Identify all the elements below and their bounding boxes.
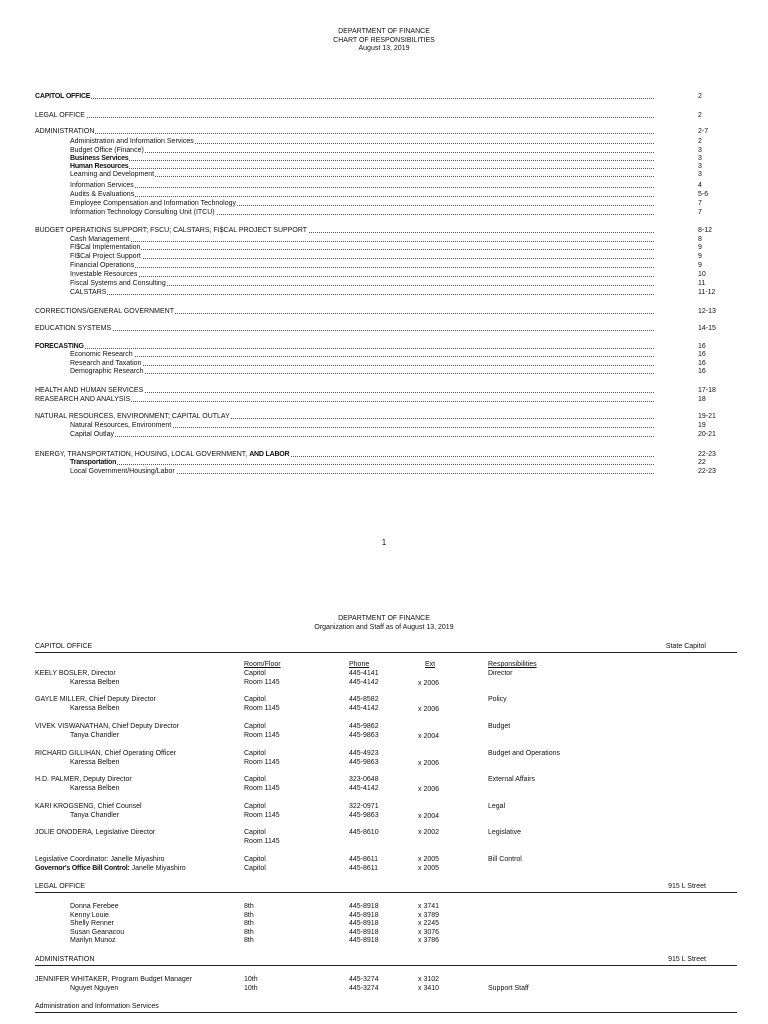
staff-header-line-1: DEPARTMENT OF FINANCE [338, 615, 430, 622]
coordinator-phone: 445-8611 [349, 865, 379, 872]
toc-header-line-3: August 13, 2019 [358, 45, 410, 52]
coordinator-room: Capitol [244, 865, 266, 872]
toc-entry-text: Transportation [70, 459, 117, 466]
toc-header-line-2: CHART OF RESPONSIBILITIES [333, 36, 435, 44]
leader-dots [70, 373, 654, 374]
staff-ext: x 2002 [418, 829, 440, 836]
toc-entry [70, 270, 710, 279]
toc-entry-page: 16 [698, 360, 706, 367]
staff-phone-assistant: 445-4142 [349, 678, 379, 686]
staff-room: Capitol [244, 696, 266, 703]
toc-entry-text: Financial Operations [70, 262, 135, 269]
coordinator-label: Legislative Coordinator: Janelle Miyashiro [35, 856, 165, 863]
staff-phone-assistant: 445-9863 [349, 811, 379, 819]
toc-entry-text: Employee Compensation and Information Technology [70, 200, 237, 207]
toc-header [0, 28, 768, 54]
toc-entry-label [35, 111, 86, 120]
toc-entry [35, 307, 716, 316]
staff-name: Donna Ferebee [70, 903, 119, 910]
staff-name: Nguyet Nguyen [70, 985, 119, 992]
staff-header [0, 615, 768, 632]
toc-entry-page: 2 [698, 93, 702, 100]
staff-room-number: Room 1145 [244, 811, 280, 819]
staff-room-number: Room 1145 [244, 758, 280, 766]
toc-entry [35, 324, 716, 333]
toc-entry-text-bold: AND LABOR [249, 451, 290, 458]
toc-entry-text: ADMINISTRATION [35, 128, 95, 135]
toc-entry-page: 7 [698, 200, 702, 207]
coordinator-label [35, 865, 186, 874]
leader-dots [70, 160, 654, 161]
toc-entry-label [35, 324, 112, 333]
toc-entry-label [35, 412, 231, 421]
toc-entry-text: REASEARCH AND ANALYSIS [35, 396, 131, 403]
page-number: 1 [381, 538, 387, 547]
toc-entry [35, 386, 716, 395]
toc-entry-page: 19 [698, 422, 706, 429]
toc-entry [70, 421, 710, 430]
toc-entry-page: 3 [698, 171, 702, 178]
section-title: LEGAL OFFICE [35, 883, 85, 890]
toc-entry-text: LEGAL OFFICE [35, 112, 85, 119]
toc-entry-page: 16 [698, 368, 706, 375]
staff-responsibility: Legislative [488, 829, 522, 836]
staff-header-line-2: Organization and Staff as of August 13, 2019 [314, 623, 454, 631]
toc-entry-page: 11-12 [698, 289, 716, 296]
staff-room-number: Room 1145 [244, 678, 280, 686]
staff-floor: 8th [244, 911, 254, 919]
col-header-room: Room/Floor [244, 661, 281, 668]
toc-entry-label [70, 350, 134, 359]
toc-header-line-1: DEPARTMENT OF FINANCE [338, 28, 430, 35]
section-location: 915 L Street [668, 956, 706, 963]
leader-dots [70, 196, 654, 197]
staff-phone: 322-0971 [349, 803, 379, 810]
toc-entry-page: 11 [698, 280, 706, 287]
staff-ext: x 2006 [418, 679, 440, 687]
coordinator-room: Capitol [244, 856, 266, 863]
coordinator-resp: Bill Control [488, 856, 522, 863]
toc-entry-text: Human Resources [70, 163, 129, 170]
toc-entry-text: FI$Cal Project Support [70, 253, 141, 260]
toc-entry [70, 181, 710, 190]
toc-entry-text: HEALTH AND HUMAN SERVICES [35, 387, 144, 394]
toc-entry-text: Local Government/Housing/Labor [70, 468, 175, 475]
toc-entry-text: Investable Resources [70, 271, 138, 278]
coordinator-ext: x 2005 [418, 856, 440, 863]
toc-entry [70, 137, 710, 146]
staff-responsibility: External Affairs [488, 776, 535, 783]
toc-entry-page: 2 [698, 138, 702, 145]
toc-entry-text: CORRECTIONS/GENERAL GOVERNMENT [35, 308, 174, 315]
toc-entry [70, 350, 710, 359]
toc-entry-label [35, 92, 91, 101]
staff-name: JOLIE ONODERA, Legislative Director [35, 829, 156, 836]
toc-entry-label [70, 190, 135, 199]
toc-entry [35, 127, 710, 136]
staff-assistant: Karessa Belben [70, 784, 120, 792]
toc-entry-page: 22-23 [698, 451, 716, 458]
staff-responsibility: Legal [488, 803, 506, 810]
staff-floor: 8th [244, 920, 254, 928]
toc-entry-page: 17-18 [698, 387, 716, 394]
staff-room-number: Room 1145 [244, 837, 280, 845]
toc-entry-label [70, 467, 176, 476]
col-header-ext: Ext [425, 661, 436, 668]
staff-assistant: Karessa Belben [70, 704, 120, 712]
toc-entry-label [70, 288, 107, 297]
leader-dots [35, 330, 654, 331]
toc-entry-label [35, 307, 175, 316]
toc-entry-label [70, 137, 195, 146]
staff-phone: 445-9862 [349, 723, 379, 730]
staff-room-number: Room 1145 [244, 784, 280, 792]
toc-entry-page: 3 [698, 147, 702, 154]
staff-phone: 445-8610 [349, 829, 379, 836]
staff-room: Capitol [244, 670, 266, 677]
staff-assistant: Tanya Chandler [70, 811, 120, 819]
toc-entry-text: Fiscal Systems and Consulting [70, 280, 166, 287]
staff-ext: x 2006 [418, 705, 440, 713]
toc-entry [70, 467, 716, 476]
toc-entry-text: EDUCATION SYSTEMS [35, 325, 112, 332]
section-location: State Capitol [665, 643, 706, 650]
staff-name: GAYLE MILLER, Chief Deputy Director [35, 696, 156, 703]
toc-entry-text: NATURAL RESOURCES, ENVIRONMENT; CAPITAL OUTLAY [35, 413, 230, 420]
staff-phone: 445-8918 [349, 903, 379, 910]
staff-phone: 323-0648 [349, 776, 379, 783]
toc-entry-page: 8-12 [698, 227, 713, 234]
toc-entry-page: 10 [698, 271, 706, 278]
toc-entry [70, 190, 710, 199]
toc-entry-page: 22 [698, 459, 706, 466]
toc-entry-page: 7 [698, 209, 702, 216]
staff-phone: 445-8918 [349, 911, 379, 919]
staff-ext: x 2004 [418, 812, 440, 820]
section-title: CAPITOL OFFICE [35, 643, 93, 650]
toc-entry [70, 199, 710, 208]
leader-dots [35, 133, 654, 134]
leader-dots [35, 98, 654, 99]
leader-dots [70, 249, 654, 250]
toc-entry-label [35, 127, 95, 136]
toc-entry-text: Cash Management [70, 236, 130, 243]
toc-entry-page: 16 [698, 343, 706, 350]
section-location: 915 L Street [668, 883, 706, 890]
toc-entry [70, 243, 710, 252]
staff-name: Kenny Louie [70, 911, 109, 919]
toc-entry-label [70, 430, 115, 439]
staff-room-number: Room 1145 [244, 704, 280, 712]
leader-dots [35, 117, 654, 118]
staff-floor: 8th [244, 928, 254, 936]
staff-phone-assistant: 445-4142 [349, 784, 379, 792]
staff-floor: 8th [244, 937, 254, 945]
toc-entry-page: 9 [698, 262, 702, 269]
toc-entry-text: CALSTARS [70, 289, 107, 296]
staff-assistant: Karessa Belben [70, 758, 120, 766]
leader-dots [70, 436, 654, 437]
staff-name: JENNIFER WHITAKER, Program Budget Manager [35, 976, 193, 983]
toc-entry-label [35, 395, 131, 404]
leader-dots [70, 294, 654, 295]
coordinator-phone: 445-8611 [349, 856, 379, 863]
staff-floor: 10th [244, 976, 258, 983]
staff-room: Capitol [244, 723, 266, 730]
leader-dots [70, 176, 654, 177]
toc-entry-label [70, 421, 172, 430]
toc-entry-page: 9 [698, 253, 702, 260]
staff-name: KEELY BOSLER, Director [35, 670, 116, 677]
col-header-phone: Phone [349, 661, 370, 668]
staff-responsibility: Director [488, 670, 513, 677]
toc-entry [70, 288, 716, 297]
toc-entry-text: FORECASTING [35, 343, 84, 350]
coordinator-label-rest: Janelle Miyashiro [129, 865, 186, 872]
toc-entry-page: 9 [698, 244, 702, 251]
toc-entry-page: 20-21 [698, 431, 716, 438]
staff-ext: x 3102 [418, 976, 440, 983]
leader-dots [70, 241, 654, 242]
staff-room: Capitol [244, 829, 266, 836]
toc-entry-text: CAPITOL OFFICE [35, 93, 91, 100]
toc-entry-label [70, 367, 145, 376]
toc-entry-text: Information Technology Consulting Unit (ITCU) [70, 209, 215, 216]
staff-floor: 10th [244, 985, 258, 992]
staff-phone: 445-3274 [349, 976, 379, 983]
toc-entry-page: 22-23 [698, 468, 716, 475]
toc-entry-text: Administration and Information Services [70, 138, 194, 145]
toc-entry-page: 8 [698, 236, 702, 243]
leader-dots [70, 187, 654, 188]
staff-responsibility: Policy [488, 696, 507, 703]
staff-name: KARI KROGSENG, Chief Counsel [35, 803, 142, 810]
section-capitol-office [35, 642, 737, 653]
staff-phone: 445-8918 [349, 937, 379, 945]
staff-phone-assistant: 445-9863 [349, 758, 379, 766]
toc-entry-text: Information Services [70, 182, 134, 189]
section-legal-office [35, 882, 737, 893]
section-title: ADMINISTRATION [35, 956, 95, 963]
toc-entry [70, 430, 716, 439]
staff-ext: x 3410 [418, 985, 440, 992]
staff-assistant: Tanya Chandler [70, 731, 120, 739]
leader-dots [70, 267, 654, 268]
staff-name: VIVEK VISWANATHAN, Chief Deputy Director [35, 723, 179, 730]
toc-entry-page: 3 [698, 163, 702, 170]
staff-phone-assistant: 445-4142 [349, 704, 379, 712]
toc-entry-label [70, 252, 142, 261]
staff-phone: 445-8582 [349, 696, 379, 703]
toc-entry-text: Economic Research [70, 351, 133, 358]
coordinator-label-bold: Governor's Office Bill Control: [35, 865, 130, 872]
toc-entry-label [70, 181, 135, 190]
staff-phone: 445-8918 [349, 928, 379, 936]
staff-name: RICHARD GILLIHAN, Chief Operating Officer [35, 750, 177, 757]
staff-ext: x 2006 [418, 785, 440, 793]
leader-dots [70, 365, 654, 366]
staff-ext: x 2004 [418, 732, 440, 740]
toc-entry [70, 367, 710, 376]
staff-ext: x 3789 [418, 911, 440, 919]
staff-phone-assistant: 445-9863 [349, 731, 379, 739]
toc-entry [35, 412, 716, 421]
toc-entry-page: 16 [698, 351, 706, 358]
toc-entry [70, 252, 710, 261]
toc-entry [70, 170, 710, 179]
staff-name: Shelly Renner [70, 920, 114, 928]
staff-name: Marilyn Munoz [70, 937, 116, 945]
toc-entry-page: 2 [698, 112, 702, 119]
staff-ext: x 2245 [418, 920, 440, 928]
staff-ext: x 3786 [418, 937, 440, 945]
toc-entry-label [70, 261, 135, 270]
staff-name: Susan Geanacou [70, 928, 125, 936]
staff-ext: x 3076 [418, 928, 440, 936]
toc-entry [70, 458, 710, 467]
toc-entry-text: Capital Outlay [70, 431, 114, 438]
staff-phone: 445-8918 [349, 920, 379, 928]
section-administration [35, 955, 737, 966]
leader-dots [35, 348, 654, 349]
staff-assistant: Karessa Belben [70, 678, 120, 686]
toc-entry-text: Demographic Research [70, 368, 144, 375]
staff-name: H.D. PALMER, Deputy Director [35, 776, 132, 783]
toc-entry-label [70, 458, 117, 467]
staff-room-number: Room 1145 [244, 731, 280, 739]
toc-entry [35, 226, 713, 235]
staff-floor: 8th [244, 903, 254, 910]
staff-phone: 445-4923 [349, 750, 379, 757]
toc-entry-page: 18 [698, 396, 706, 403]
toc-entry-label [70, 208, 216, 217]
toc-entry-page: 4 [698, 182, 702, 189]
toc-entry-label [70, 170, 155, 179]
toc-entry-text: Natural Resources, Environment [70, 422, 172, 429]
toc-entry-text: Budget Office (Finance) [70, 147, 144, 154]
toc-entry-label [70, 243, 141, 252]
toc-entry-label [70, 199, 237, 208]
toc-entry-text: FI$Cal Implementation [70, 244, 141, 251]
toc-entry [70, 208, 710, 217]
toc-entry-text: Audits & Evaluations [70, 191, 135, 198]
toc-entry [70, 261, 710, 270]
staff-room: Capitol [244, 803, 266, 810]
col-header-responsibilities: Responsibilities [488, 661, 537, 668]
leader-dots [70, 168, 654, 169]
toc-entry-page: 5-6 [698, 191, 709, 198]
toc-entry-label [35, 386, 144, 395]
toc-entry-page: 14-15 [698, 325, 716, 332]
toc-entry-page: 3 [698, 155, 702, 162]
toc-entry-text: BUDGET OPERATIONS SUPPORT; FSCU; CALSTARS; FI$CAL PROJECT SUPPORT [35, 227, 308, 234]
toc-entry [70, 279, 710, 288]
coordinator-ext: x 2005 [418, 865, 440, 872]
subsection-admin-info-services [35, 1002, 737, 1013]
staff-room: Capitol [244, 750, 266, 757]
leader-dots [70, 276, 654, 277]
toc-entry-text: Business Services [70, 155, 129, 162]
leader-dots [70, 464, 654, 465]
staff-responsibility: Budget [488, 723, 511, 730]
toc-entry-label [70, 270, 138, 279]
toc-entry-page: 12-13 [698, 308, 716, 315]
leader-dots [70, 152, 654, 153]
staff-responsibility: Support Staff [488, 985, 529, 992]
staff-responsibility: Budget and Operations [488, 750, 560, 757]
toc-entry-label [70, 279, 167, 288]
leader-dots [70, 258, 654, 259]
toc-entry-label [35, 226, 308, 235]
toc-entry-text: Learning and Development [70, 171, 155, 178]
staff-ext: x 2006 [418, 759, 440, 767]
toc-entry-text: Research and Taxation [70, 360, 142, 367]
staff-ext: x 3741 [418, 903, 440, 910]
staff-phone: 445-4141 [349, 670, 379, 677]
toc-entry-text: ENERGY, TRANSPORTATION, HOUSING, LOCAL GOVERNMENT, [35, 451, 248, 458]
subsection-title: Administration and Information Services [35, 1003, 159, 1010]
toc-entry [35, 92, 710, 101]
toc-entry [35, 111, 710, 120]
toc-entry [35, 395, 710, 404]
toc-entry-page: 19-21 [698, 413, 716, 420]
staff-room: Capitol [244, 776, 266, 783]
toc-entry-page: 2-7 [698, 128, 709, 135]
leader-dots [70, 356, 654, 357]
staff-phone: 445-3274 [349, 985, 379, 992]
